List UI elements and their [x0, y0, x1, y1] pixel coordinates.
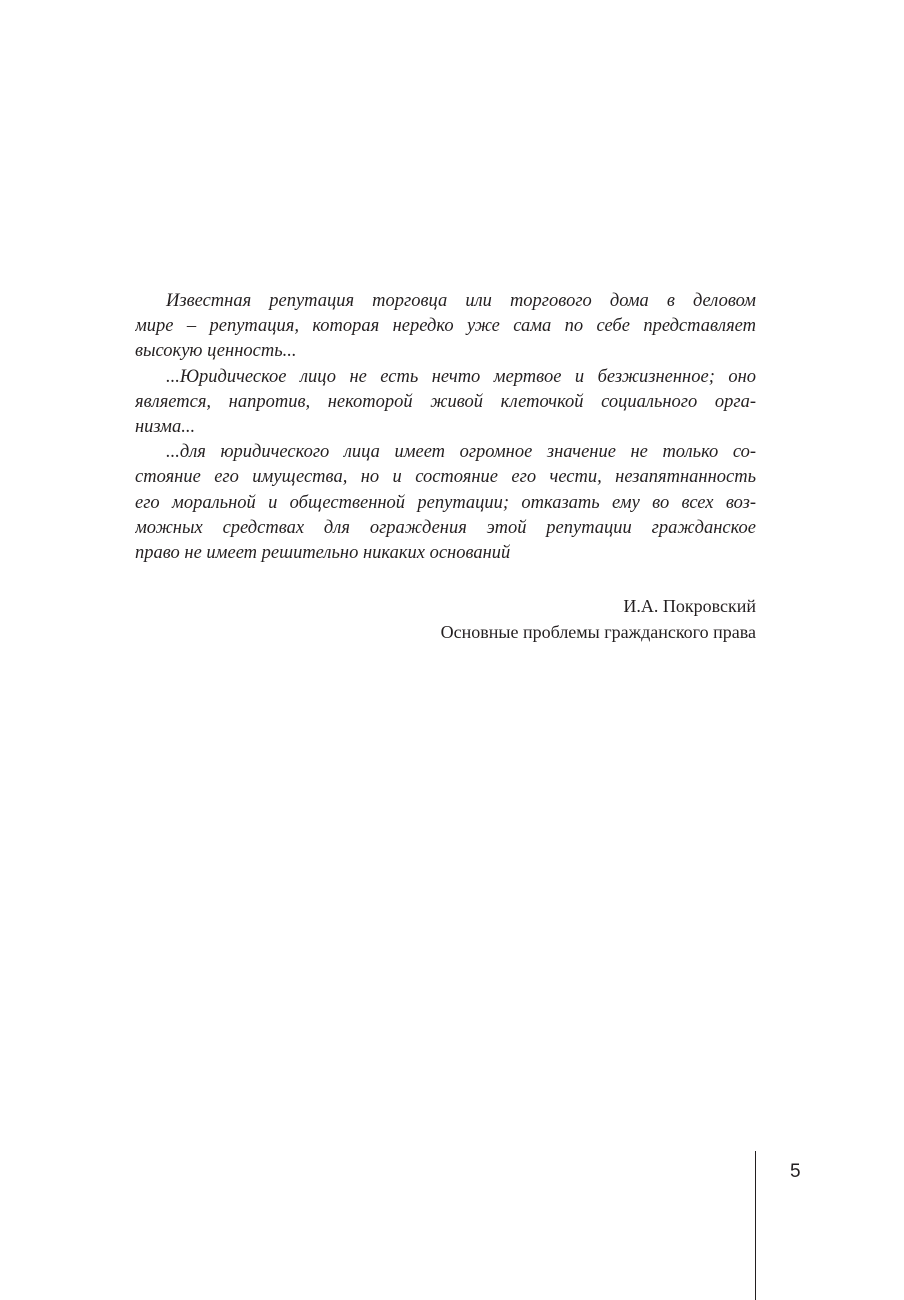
attribution-work-title: Основные проблемы гражданского права	[440, 621, 756, 642]
epigraph-line: право не имеет решительно никаких оснований	[135, 542, 511, 563]
epigraph-line: мире – репутация, которая нередко уже сама по себе представляет	[135, 316, 756, 337]
page-number: 5	[790, 1161, 801, 1182]
attribution	[441, 594, 756, 645]
page-margin-rule	[755, 1151, 756, 1300]
epigraph-line: ...Юридическое лицо не есть нечто мертвое и безжизненное; оно	[166, 366, 756, 387]
epigraph-line: ...для юридического лица имеет огромное значение не только со-	[166, 442, 756, 463]
epigraph-line: стояние его имущества, но и состояние его чести, незапятнанность	[135, 467, 756, 488]
attribution-author: И.А. Покровский	[623, 596, 756, 616]
epigraph-line: низма...	[135, 416, 196, 437]
epigraph-line: можных средствах для ограждения этой репутации гражданское	[135, 517, 756, 538]
epigraph-line: высокую ценность...	[135, 341, 297, 362]
epigraph	[135, 289, 756, 566]
epigraph-line: Известная репутация торговца или торгового дома в деловом	[166, 291, 756, 311]
epigraph-line: его моральной и общественной репутации; отказать ему во всех воз-	[135, 492, 756, 513]
epigraph-line: является, напротив, некоторой живой клеточкой социального орга-	[135, 391, 756, 412]
